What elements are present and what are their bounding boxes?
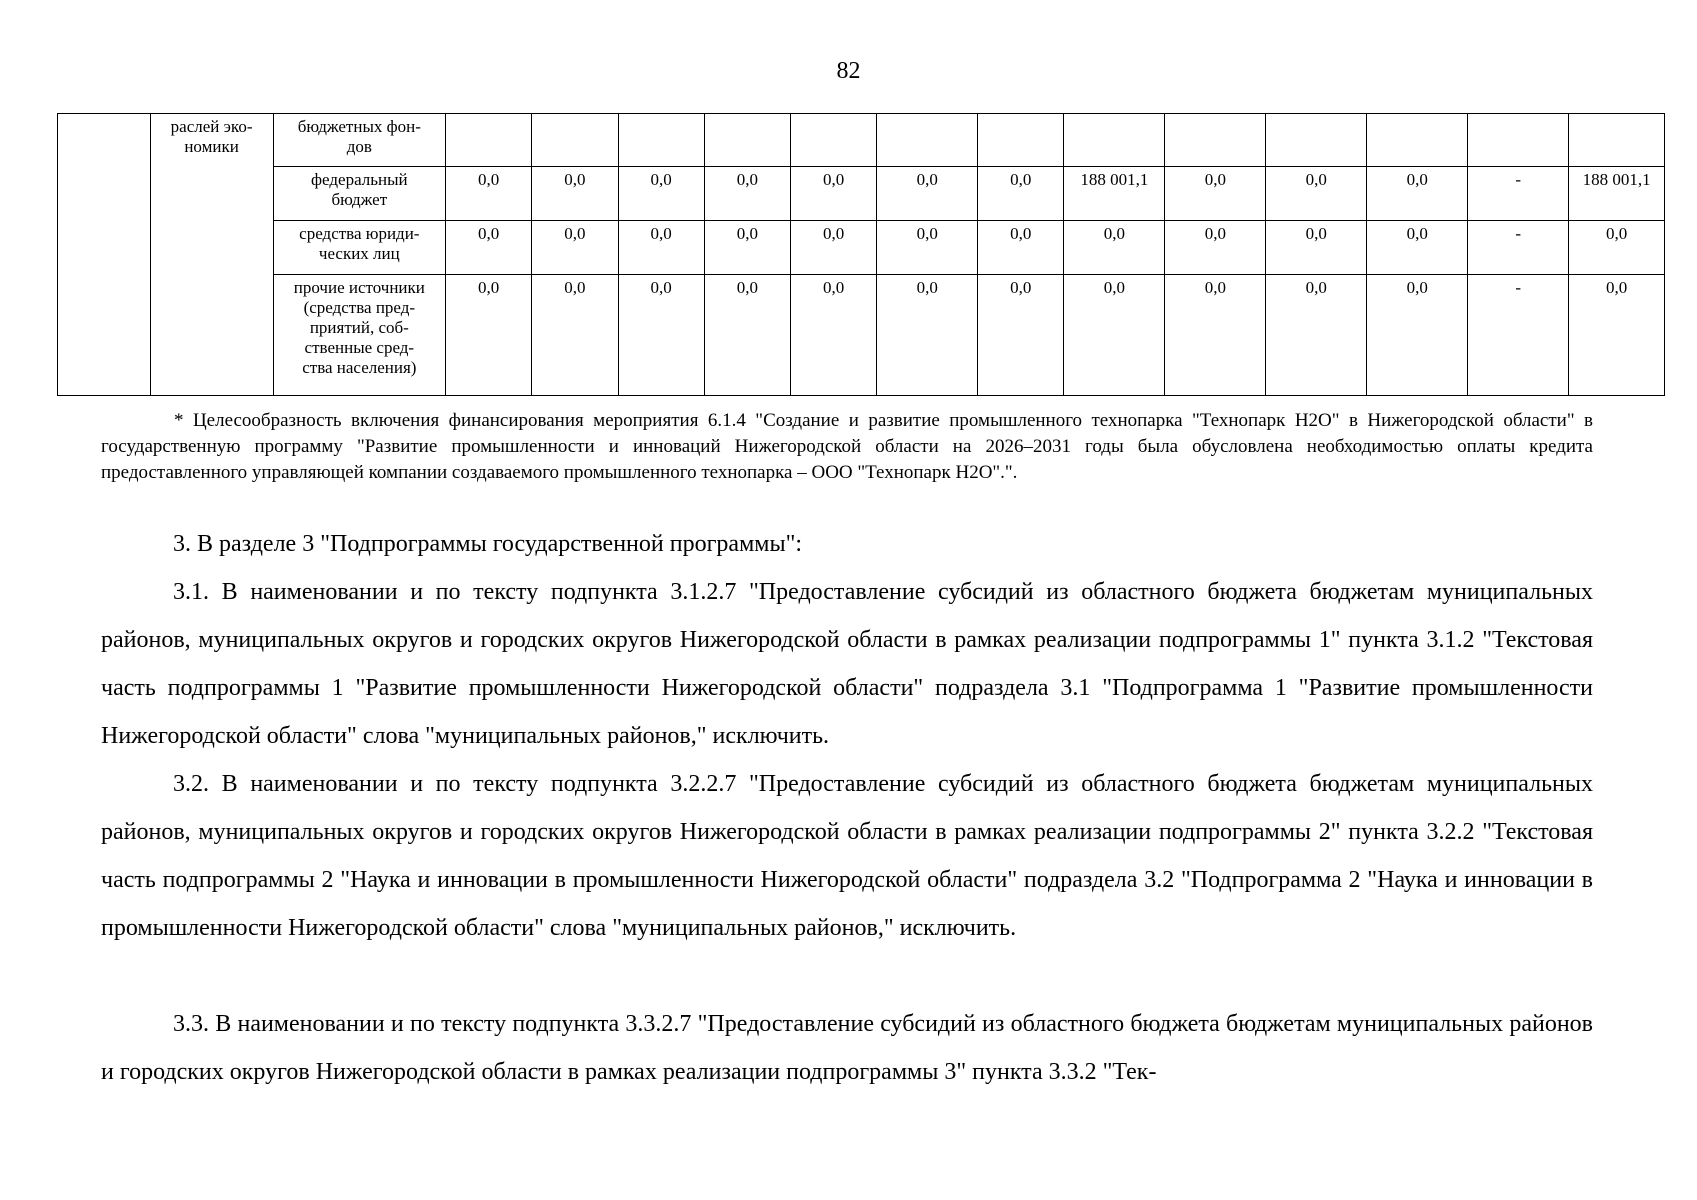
budget-table xyxy=(57,113,1665,396)
value-cell xyxy=(1569,114,1665,167)
paragraph-3-3: 3.3. В наименовании и по тексту подпункта 3.3.2.7 "Предоставление субсидий из областного бюджета бюджетам муниципальных районов и городских округов Нижегородской области в рамках реализации подпрограммы 3" пункта 3.3.2 "Тек- xyxy=(101,1011,1593,1085)
source-cell: прочие источники (средства пред- приятий, соб- ственные сред- ства населения) xyxy=(273,275,445,396)
value-cell: 188 001,1 xyxy=(1569,167,1665,221)
footnote: * Целесообразность включения финансирования мероприятия 6.1.4 "Создание и развитие промышленного технопарка "Технопарк Н2О" в Нижегородской области" в государственную программу "Развитие промышленности и инноваций Нижегородской области на 2026–2031 годы была обусловлена необходимостью оплаты кредита предоставленного управляющей компании создаваемого промышленного технопарка – ООО "Технопарк Н2О".". xyxy=(101,410,1593,483)
paragraph-3: 3. В разделе 3 "Подпрограммы государственной программы": xyxy=(173,531,803,557)
value-cell: 0,0 xyxy=(877,275,978,396)
value-cell: 0,0 xyxy=(1064,221,1165,275)
value-cell xyxy=(704,114,790,167)
value-cell xyxy=(978,114,1064,167)
value-cell xyxy=(532,114,618,167)
value-cell: - xyxy=(1468,167,1569,221)
value-cell: 0,0 xyxy=(532,275,618,396)
value-cell: 0,0 xyxy=(446,221,532,275)
value-cell: 0,0 xyxy=(877,221,978,275)
value-cell xyxy=(1064,114,1165,167)
value-cell: 0,0 xyxy=(618,221,704,275)
paragraph-3-1: 3.1. В наименовании и по тексту подпункта 3.1.2.7 "Предоставление субсидий из областного бюджета бюджетам муниципальных районов, муниципальных округов и городских округов Нижегородской области в рамках реализации подпрограммы 1" пункта 3.1.2 "Текстовая часть подпрограммы 1 "Развитие промышленности Нижегородской области" подраздела 3.1 "Подпрограмма 1 "Развитие промышленности Нижегородской области" слова "муниципальных районов," исключить. xyxy=(101,579,1593,749)
category-cell: раслей эко- номики xyxy=(150,114,273,396)
source-cell: федеральный бюджет xyxy=(273,167,445,221)
value-cell: 0,0 xyxy=(446,167,532,221)
table-row xyxy=(58,221,1665,275)
table-row xyxy=(58,275,1665,396)
table-row xyxy=(58,167,1665,221)
value-cell xyxy=(877,114,978,167)
paragraph-3-2: 3.2. В наименовании и по тексту подпункта 3.2.2.7 "Предоставление субсидий из областного бюджета бюджетам муниципальных районов, муниципальных округов и городских округов Нижегородской области в рамках реализации подпрограммы 2" пункта 3.2.2 "Текстовая часть подпрограммы 2 "Наука и инновации в промышленности Нижегородской области" подраздела 3.2 "Подпрограмма 2 "Наука и инновации в промышленности Нижегородской области" слова "муниципальных районов," исключить. xyxy=(101,771,1593,941)
value-cell: 0,0 xyxy=(1165,167,1266,221)
value-cell: 0,0 xyxy=(704,167,790,221)
value-cell: 0,0 xyxy=(1266,275,1367,396)
value-cell xyxy=(1165,114,1266,167)
value-cell: 0,0 xyxy=(1569,221,1665,275)
value-cell: - xyxy=(1468,221,1569,275)
value-cell: 0,0 xyxy=(1569,275,1665,396)
value-cell: 0,0 xyxy=(877,167,978,221)
value-cell: 0,0 xyxy=(1165,221,1266,275)
value-cell xyxy=(1367,114,1468,167)
value-cell: 0,0 xyxy=(791,167,877,221)
value-cell: 0,0 xyxy=(791,275,877,396)
value-cell: 0,0 xyxy=(1064,275,1165,396)
value-cell: 0,0 xyxy=(704,221,790,275)
value-cell xyxy=(791,114,877,167)
value-cell: 0,0 xyxy=(1367,221,1468,275)
value-cell: - xyxy=(1468,275,1569,396)
value-cell: 0,0 xyxy=(618,167,704,221)
value-cell: 0,0 xyxy=(1165,275,1266,396)
value-cell: 0,0 xyxy=(532,167,618,221)
empty-cell xyxy=(58,114,151,396)
value-cell xyxy=(618,114,704,167)
value-cell: 0,0 xyxy=(791,221,877,275)
value-cell: 0,0 xyxy=(978,167,1064,221)
source-cell: средства юриди- ческих лиц xyxy=(273,221,445,275)
value-cell: 0,0 xyxy=(1367,167,1468,221)
value-cell: 0,0 xyxy=(532,221,618,275)
value-cell: 0,0 xyxy=(978,275,1064,396)
value-cell: 0,0 xyxy=(978,221,1064,275)
value-cell: 0,0 xyxy=(1367,275,1468,396)
value-cell: 0,0 xyxy=(446,275,532,396)
value-cell: 0,0 xyxy=(1266,221,1367,275)
source-cell: бюджетных фон- дов xyxy=(273,114,445,167)
value-cell xyxy=(1266,114,1367,167)
value-cell: 0,0 xyxy=(704,275,790,396)
value-cell xyxy=(446,114,532,167)
value-cell: 188 001,1 xyxy=(1064,167,1165,221)
value-cell xyxy=(1468,114,1569,167)
value-cell: 0,0 xyxy=(1266,167,1367,221)
page-number: 82 xyxy=(836,58,861,84)
value-cell: 0,0 xyxy=(618,275,704,396)
table-row xyxy=(58,114,1665,167)
